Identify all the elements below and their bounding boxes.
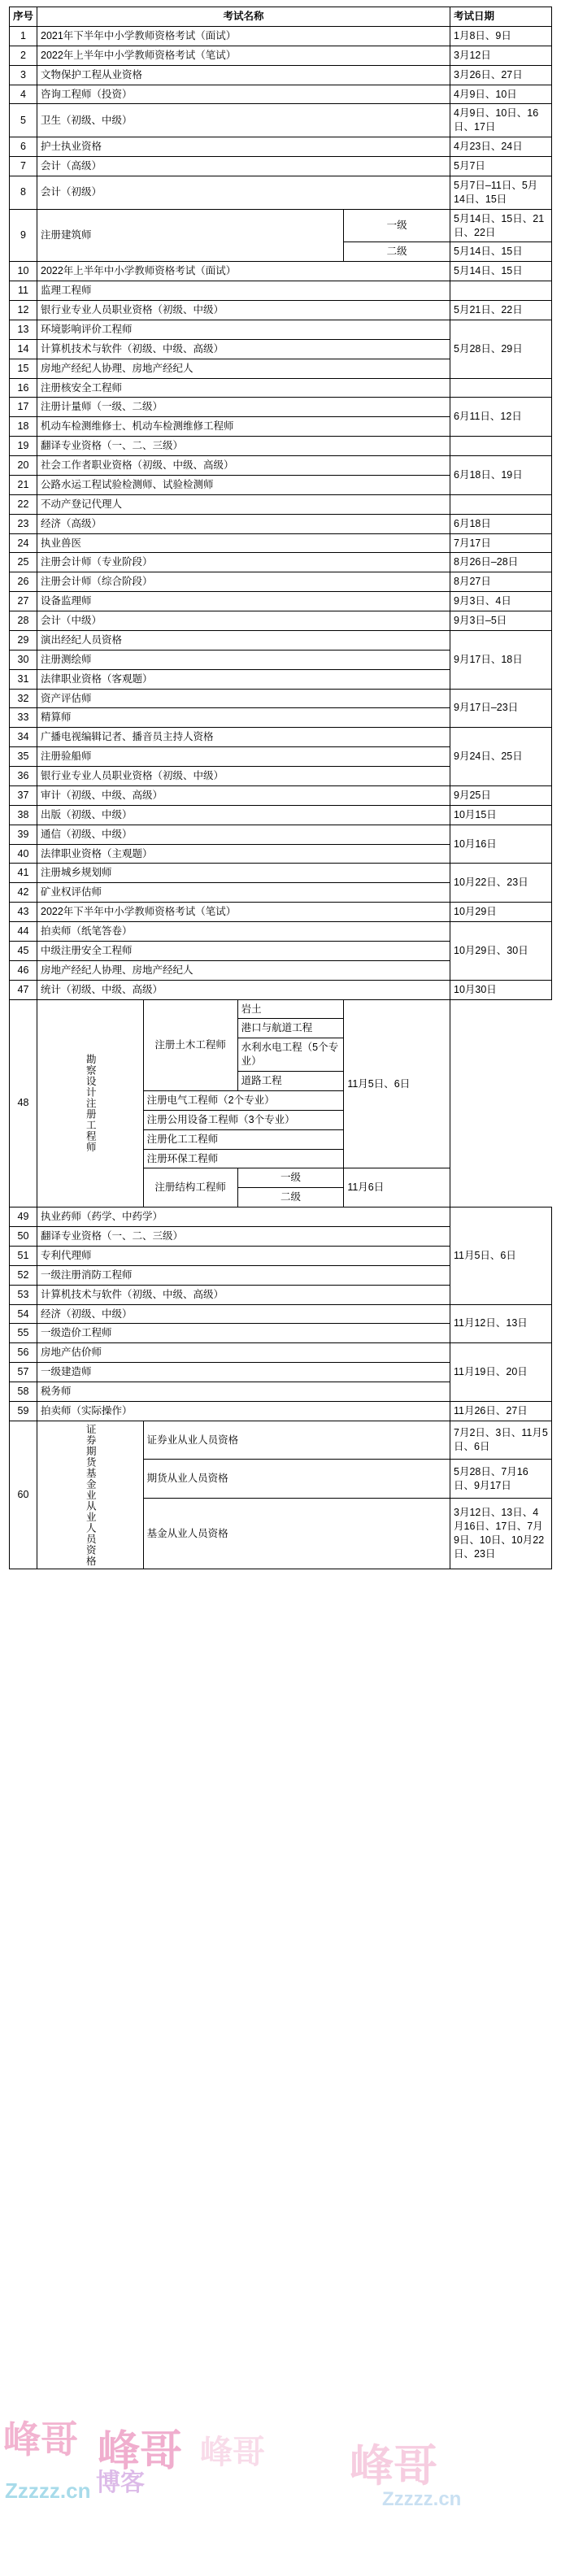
exam-date: 4月9日、10日、16日、17日: [450, 104, 552, 137]
exam-name: 监理工程师: [37, 281, 450, 301]
exam-name: 房地产经纪人协理、房地产经纪人: [37, 960, 450, 980]
row-number: 24: [10, 533, 37, 553]
row-number: 25: [10, 553, 37, 572]
exam-date: 9月24日、25日: [450, 728, 552, 786]
exam-name: 注册城乡规划师: [37, 864, 450, 883]
exam-name: 计算机技术与软件（初级、中级、高级）: [37, 1285, 450, 1304]
table-row: [10, 533, 552, 553]
table-row: [10, 1208, 552, 1227]
exam-name: 演出经纪人员资格: [37, 630, 450, 650]
row-number: 39: [10, 825, 37, 844]
table-row: [10, 137, 552, 157]
row-number: 52: [10, 1265, 37, 1285]
exam-subgroup: 注册结构工程师: [143, 1168, 237, 1208]
row-number: 28: [10, 611, 37, 631]
row-number: 27: [10, 592, 37, 611]
exam-date: 9月17日–23日: [450, 689, 552, 728]
exam-name: 会计（高级）: [37, 157, 450, 176]
row-number: 19: [10, 437, 37, 456]
exam-date: 11月12日、13日: [450, 1304, 552, 1343]
exam-name: 矿业权评估师: [37, 883, 450, 903]
watermark-feng-1: 峰哥: [3, 2418, 78, 2461]
exam-date: 5月14日、15日: [450, 262, 552, 281]
watermark-url-2: Zzzzz.cn: [382, 2488, 462, 2510]
exam-name: 会计（中级）: [37, 611, 450, 631]
exam-date: 8月27日: [450, 572, 552, 592]
exam-date: 5月21日、22日: [450, 301, 552, 320]
table-row: [10, 514, 552, 533]
row-number: 36: [10, 767, 37, 786]
watermark-feng-2: 峰哥: [98, 2428, 183, 2475]
exam-name: 税务师: [37, 1382, 450, 1402]
table-row: [10, 1401, 552, 1421]
exam-date: 9月25日: [450, 785, 552, 805]
exam-subgroup: 注册公用设备工程师（3个专业）: [143, 1110, 344, 1129]
exam-name: 精算师: [37, 708, 450, 728]
exam-name: 房地产经纪人协理、房地产经纪人: [37, 359, 450, 378]
exam-date: [450, 494, 552, 514]
exam-name: 注册会计师（综合阶段）: [37, 572, 450, 592]
exam-subgroup: 注册化工工程师: [143, 1129, 344, 1149]
table-row: [10, 553, 552, 572]
exam-date: 11月5日、6日: [450, 1208, 552, 1304]
exam-name: 通信（初级、中级）: [37, 825, 450, 844]
exam-date: 3月12日: [450, 46, 552, 65]
exam-date: 7月2日、3日、11月5日、6日: [450, 1421, 552, 1460]
exam-date: 10月29日、30日: [450, 922, 552, 981]
exam-name: 专利代理师: [37, 1246, 450, 1265]
table-row: [10, 630, 552, 650]
row-number: 59: [10, 1401, 37, 1421]
exam-name: 银行业专业人员职业资格（初级、中级）: [37, 767, 450, 786]
exam-name: 拍卖师（实际操作）: [37, 1401, 450, 1421]
exam-date: 1月8日、9日: [450, 26, 552, 46]
row-number: 58: [10, 1382, 37, 1402]
exam-name: 2022年上半年中小学教师资格考试（笔试）: [37, 46, 450, 65]
table-row: [10, 980, 552, 999]
row-number: 38: [10, 805, 37, 825]
table-row: [10, 999, 552, 1019]
table-row: [10, 1343, 552, 1363]
exam-date: 5月7日: [450, 157, 552, 176]
exam-category-vertical: 勘察设计注册工程师: [37, 999, 144, 1208]
row-number: 55: [10, 1324, 37, 1343]
row-number: 32: [10, 689, 37, 708]
exam-name: 一级注册消防工程师: [37, 1265, 450, 1285]
exam-date: 10月29日: [450, 903, 552, 922]
exam-date: 10月15日: [450, 805, 552, 825]
row-number: 44: [10, 922, 37, 942]
exam-date: 5月14日、15日、21日、22日: [450, 209, 552, 242]
exam-name: 社会工作者职业资格（初级、中级、高级）: [37, 456, 450, 476]
exam-name: 注册核安全工程师: [37, 378, 450, 398]
row-number: 10: [10, 262, 37, 281]
exam-name: 不动产登记代理人: [37, 494, 450, 514]
table-row: [10, 456, 552, 476]
table-row: [10, 104, 552, 137]
exam-date: 9月17日、18日: [450, 630, 552, 689]
exam-name: 2021年下半年中小学教师资格考试（面试）: [37, 26, 450, 46]
table-header-row: [10, 7, 552, 27]
exam-date: [450, 378, 552, 398]
exam-date: 6月11日、12日: [450, 398, 552, 437]
exam-name: 法律职业资格（主观题）: [37, 844, 450, 864]
table-row: [10, 903, 552, 922]
exam-name: 统计（初级、中级、高级）: [37, 980, 450, 999]
table-row: [10, 378, 552, 398]
table-row: [10, 825, 552, 844]
exam-date: 11月19日、20日: [450, 1343, 552, 1402]
exam-date: 11月26日、27日: [450, 1401, 552, 1421]
exam-name: 出版（初级、中级）: [37, 805, 450, 825]
exam-name: 法律职业资格（客观题）: [37, 669, 450, 689]
row-number: 51: [10, 1246, 37, 1265]
exam-name: 银行业专业人员职业资格（初级、中级）: [37, 301, 450, 320]
table-body: [10, 26, 552, 1569]
watermark-feng-3: 峰哥: [350, 2442, 437, 2491]
row-number: 3: [10, 65, 37, 85]
exam-name: 证券业从业人员资格: [143, 1421, 450, 1460]
exam-name: 拍卖师（纸笔答卷）: [37, 922, 450, 942]
table-row: [10, 209, 552, 242]
row-number: 22: [10, 494, 37, 514]
table-row: [10, 728, 552, 747]
table-row: [10, 85, 552, 104]
exam-name: 咨询工程师（投资）: [37, 85, 450, 104]
row-number: 7: [10, 157, 37, 176]
row-number: 6: [10, 137, 37, 157]
exam-subitem: 水利水电工程（5个专业）: [237, 1038, 344, 1072]
row-number: 35: [10, 747, 37, 767]
exam-name: 会计（初级）: [37, 176, 450, 209]
table-row: [10, 262, 552, 281]
row-number: 4: [10, 85, 37, 104]
exam-date: 5月28日、29日: [450, 320, 552, 378]
table-row: [10, 1304, 552, 1324]
row-number: 16: [10, 378, 37, 398]
table-row: [10, 611, 552, 631]
exam-name: 翻译专业资格（一、二、三级）: [37, 437, 450, 456]
row-number: 8: [10, 176, 37, 209]
row-number: 50: [10, 1227, 37, 1247]
exam-date: 11月6日: [344, 1168, 450, 1208]
exam-date: 10月16日: [450, 825, 552, 864]
row-number: 9: [10, 209, 37, 262]
exam-date: [450, 437, 552, 456]
row-number: 29: [10, 630, 37, 650]
table-row: [10, 176, 552, 209]
exam-schedule-table: [9, 7, 552, 1569]
table-row: [10, 437, 552, 456]
row-number: 31: [10, 669, 37, 689]
exam-subgroup: 注册环保工程师: [143, 1149, 344, 1168]
exam-date: [450, 281, 552, 301]
row-number: 12: [10, 301, 37, 320]
exam-name: 注册测绘师: [37, 650, 450, 669]
exam-name: 基金从业人员资格: [143, 1499, 450, 1569]
exam-name: 执业药师（药学、中药学）: [37, 1208, 450, 1227]
row-number: 26: [10, 572, 37, 592]
exam-name: 护士执业资格: [37, 137, 450, 157]
exam-name: 房地产估价师: [37, 1343, 450, 1363]
row-number: 18: [10, 417, 37, 437]
exam-name: 注册计量师（一级、二级）: [37, 398, 450, 417]
exam-name: 资产评估师: [37, 689, 450, 708]
exam-date: 10月22日、23日: [450, 864, 552, 903]
exam-name: 一级造价工程师: [37, 1324, 450, 1343]
row-number: 34: [10, 728, 37, 747]
exam-name: 期货从业人员资格: [143, 1460, 450, 1499]
exam-date: 4月9日、10日: [450, 85, 552, 104]
row-number: 45: [10, 941, 37, 960]
row-number: 48: [10, 999, 37, 1208]
exam-date: 4月23日、24日: [450, 137, 552, 157]
exam-name: 注册会计师（专业阶段）: [37, 553, 450, 572]
exam-name: 文物保护工程从业资格: [37, 65, 450, 85]
exam-date: 11月5日、6日: [344, 999, 450, 1168]
column-header-no: 序号: [10, 7, 37, 27]
watermark-blog: 博客: [96, 2469, 145, 2496]
exam-date: 5月14日、15日: [450, 242, 552, 262]
row-number: 60: [10, 1421, 37, 1569]
exam-subitem: 一级: [237, 1168, 344, 1188]
exam-subitem: 二级: [344, 242, 450, 262]
table-row: [10, 785, 552, 805]
row-number: 17: [10, 398, 37, 417]
row-number: 49: [10, 1208, 37, 1227]
table-row: [10, 864, 552, 883]
table-row: [10, 1421, 552, 1460]
row-number: 1: [10, 26, 37, 46]
row-number: 14: [10, 339, 37, 359]
row-number: 15: [10, 359, 37, 378]
exam-name: 经济（初级、中级）: [37, 1304, 450, 1324]
row-number: 2: [10, 46, 37, 65]
watermark-url-1: Zzzzz.cn: [5, 2478, 91, 2503]
row-number: 23: [10, 514, 37, 533]
table-row: [10, 301, 552, 320]
row-number: 43: [10, 903, 37, 922]
exam-subitem: 二级: [237, 1188, 344, 1208]
table-row: [10, 689, 552, 708]
exam-date: 7月17日: [450, 533, 552, 553]
exam-name: 注册建筑师: [37, 209, 344, 262]
table-row: [10, 572, 552, 592]
exam-name: 执业兽医: [37, 533, 450, 553]
exam-name: 2022年上半年中小学教师资格考试（面试）: [37, 262, 450, 281]
exam-name: 注册验船师: [37, 747, 450, 767]
exam-name: 机动车检测维修士、机动车检测维修工程师: [37, 417, 450, 437]
exam-name: 翻译专业资格（一、二、三级）: [37, 1227, 450, 1247]
exam-name: 广播电视编辑记者、播音员主持人资格: [37, 728, 450, 747]
exam-subitem: 港口与航道工程: [237, 1019, 344, 1038]
exam-name: 经济（高级）: [37, 514, 450, 533]
exam-date: 6月18日、19日: [450, 456, 552, 495]
exam-name: 环境影响评价工程师: [37, 320, 450, 339]
exam-date: 6月18日: [450, 514, 552, 533]
exam-subgroup: 注册土木工程师: [143, 999, 237, 1090]
exam-subitem: 岩土: [237, 999, 344, 1019]
exam-date: 5月7日–11日、5月14日、15日: [450, 176, 552, 209]
row-number: 54: [10, 1304, 37, 1324]
exam-name: 计算机技术与软件（初级、中级、高级）: [37, 339, 450, 359]
exam-date: 10月30日: [450, 980, 552, 999]
row-number: 20: [10, 456, 37, 476]
exam-name: 中级注册安全工程师: [37, 941, 450, 960]
exam-date: 9月3日–5日: [450, 611, 552, 631]
exam-subgroup: 注册电气工程师（2个专业）: [143, 1090, 344, 1110]
row-number: 46: [10, 960, 37, 980]
exam-name: 公路水运工程试验检测师、试验检测师: [37, 475, 450, 494]
table-row: [10, 157, 552, 176]
exam-name: 2022年下半年中小学教师资格考试（笔试）: [37, 903, 450, 922]
exam-date: 8月26日–28日: [450, 553, 552, 572]
row-number: 41: [10, 864, 37, 883]
row-number: 56: [10, 1343, 37, 1363]
table-row: [10, 398, 552, 417]
row-number: 40: [10, 844, 37, 864]
row-number: 57: [10, 1363, 37, 1382]
exam-date: 3月26日、27日: [450, 65, 552, 85]
row-number: 13: [10, 320, 37, 339]
table-row: [10, 281, 552, 301]
row-number: 37: [10, 785, 37, 805]
exam-date: 5月28日、7月16日、9月17日: [450, 1460, 552, 1499]
exam-category-vertical: 证券期货基金业从业人员资格: [37, 1421, 144, 1569]
row-number: 5: [10, 104, 37, 137]
exam-name: 一级建造师: [37, 1363, 450, 1382]
row-number: 21: [10, 475, 37, 494]
exam-date: 3月12日、13日、4月16日、17日、7月9日、10日、10月22日、23日: [450, 1499, 552, 1569]
exam-subitem: 道路工程: [237, 1072, 344, 1091]
row-number: 53: [10, 1285, 37, 1304]
row-number: 30: [10, 650, 37, 669]
exam-name: 设备监理师: [37, 592, 450, 611]
table-row: [10, 320, 552, 339]
table-row: [10, 26, 552, 46]
row-number: 33: [10, 708, 37, 728]
column-header-date: 考试日期: [450, 7, 552, 27]
exam-name: 审计（初级、中级、高级）: [37, 785, 450, 805]
column-header-name: 考试名称: [37, 7, 450, 27]
row-number: 42: [10, 883, 37, 903]
exam-date: 9月3日、4日: [450, 592, 552, 611]
table-row: [10, 494, 552, 514]
exam-name: 卫生（初级、中级）: [37, 104, 450, 137]
table-row: [10, 922, 552, 942]
row-number: 47: [10, 980, 37, 999]
table-row: [10, 805, 552, 825]
row-number: 11: [10, 281, 37, 301]
table-row: [10, 46, 552, 65]
table-row: [10, 592, 552, 611]
watermark-feng-4: 峰哥: [200, 2435, 265, 2470]
exam-subitem: 一级: [344, 209, 450, 242]
table-row: [10, 65, 552, 85]
